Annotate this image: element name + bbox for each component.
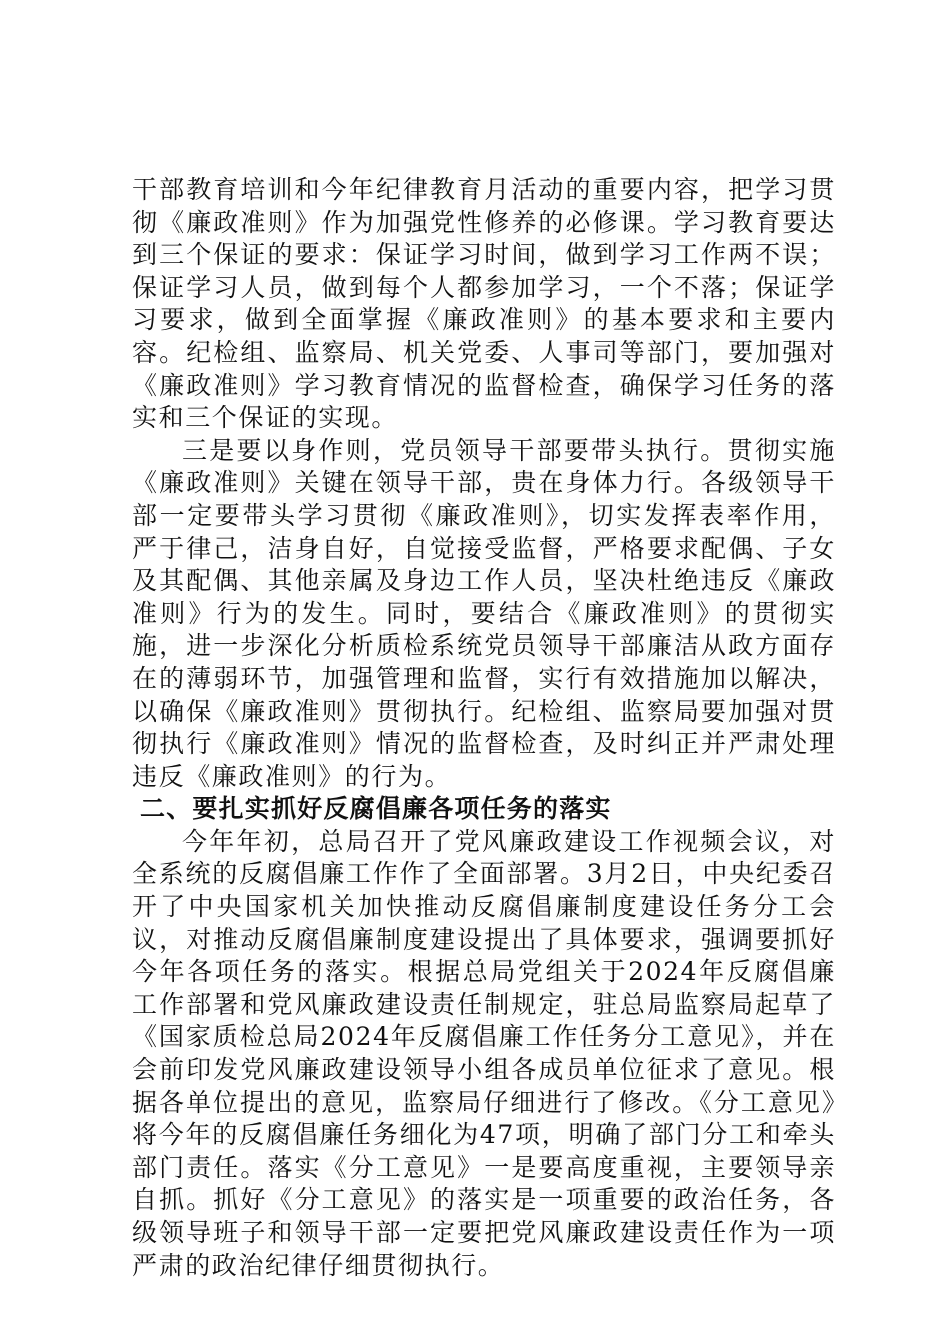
paragraph-continued: 干部教育培训和今年纪律教育月活动的重要内容，把学习贯彻《廉政准则》作为加强党性修养的必修课。学习教育要达到三个保证的要求：保证学习时间，做到学习工作两不误；保证学习人员，做到每个人都参加学习，一个不落；保证学习要求，做到全面掌握《廉政准则》的基本要求和主要内容。纪检组、监察局、机关党委、人事司等部门，要加强对《廉政准则》学习教育情况的监督检查，确保学习任务的落实和三个保证的实现。 [132,175,836,433]
document-page [132,174,836,1282]
paragraph-task-implementation: 今年年初，总局召开了党风廉政建设工作视频会议，对全系统的反腐倡廉工作作了全面部署。3月2日，中央纪委召开了中央国家机关加快推动反腐倡廉制度建设任务分工会议，对推动反腐倡廉制度建设提出了具体要求，强调要抓好今年各项任务的落实。根据总局党组关于2024年反腐倡廉工作部署和党风廉政建设责任制规定，驻总局监察局起草了《国家质检总局2024年反腐倡廉工作任务分工意见》，并在会前印发党风廉政建设领导小组各成员单位征求了意见。根据各单位提出的意见，监察局仔细进行了修改。《分工意见》将今年的反腐倡廉任务细化为47项，明确了部门分工和牵头部门责任。落实《分工意见》一是要高度重视，主要领导亲自抓。抓好《分工意见》的落实是一项重要的政治任务，各级领导班子和领导干部一定要把党风廉政建设责任作为一项严肃的政治纪律仔细贯彻执行。 [132,826,836,1280]
paragraph-lead-by-example: 三是要以身作则，党员领导干部要带头执行。贯彻实施《廉政准则》关键在领导干部，贵在身体力行。各级领导干部一定要带头学习贯彻《廉政准则》，切实发挥表率作用，严于律己，洁身自好，自觉接受监督，严格要求配偶、子女及其配偶、其他亲属及身边工作人员，坚决杜绝违反《廉政准则》行为的发生。同时，要结合《廉政准则》的贯彻实施，进一步深化分析质检系统党员领导干部廉洁从政方面存在的薄弱环节，加强管理和监督，实行有效措施加以解决，以确保《廉政准则》贯彻执行。纪检组、监察局要加强对贯彻执行《廉政准则》情况的监督检查，及时纠正并严肃处理违反《廉政准则》的行为。 [132,435,836,791]
section-heading: 二、要扎实抓好反腐倡廉各项任务的落实 [140,794,612,824]
